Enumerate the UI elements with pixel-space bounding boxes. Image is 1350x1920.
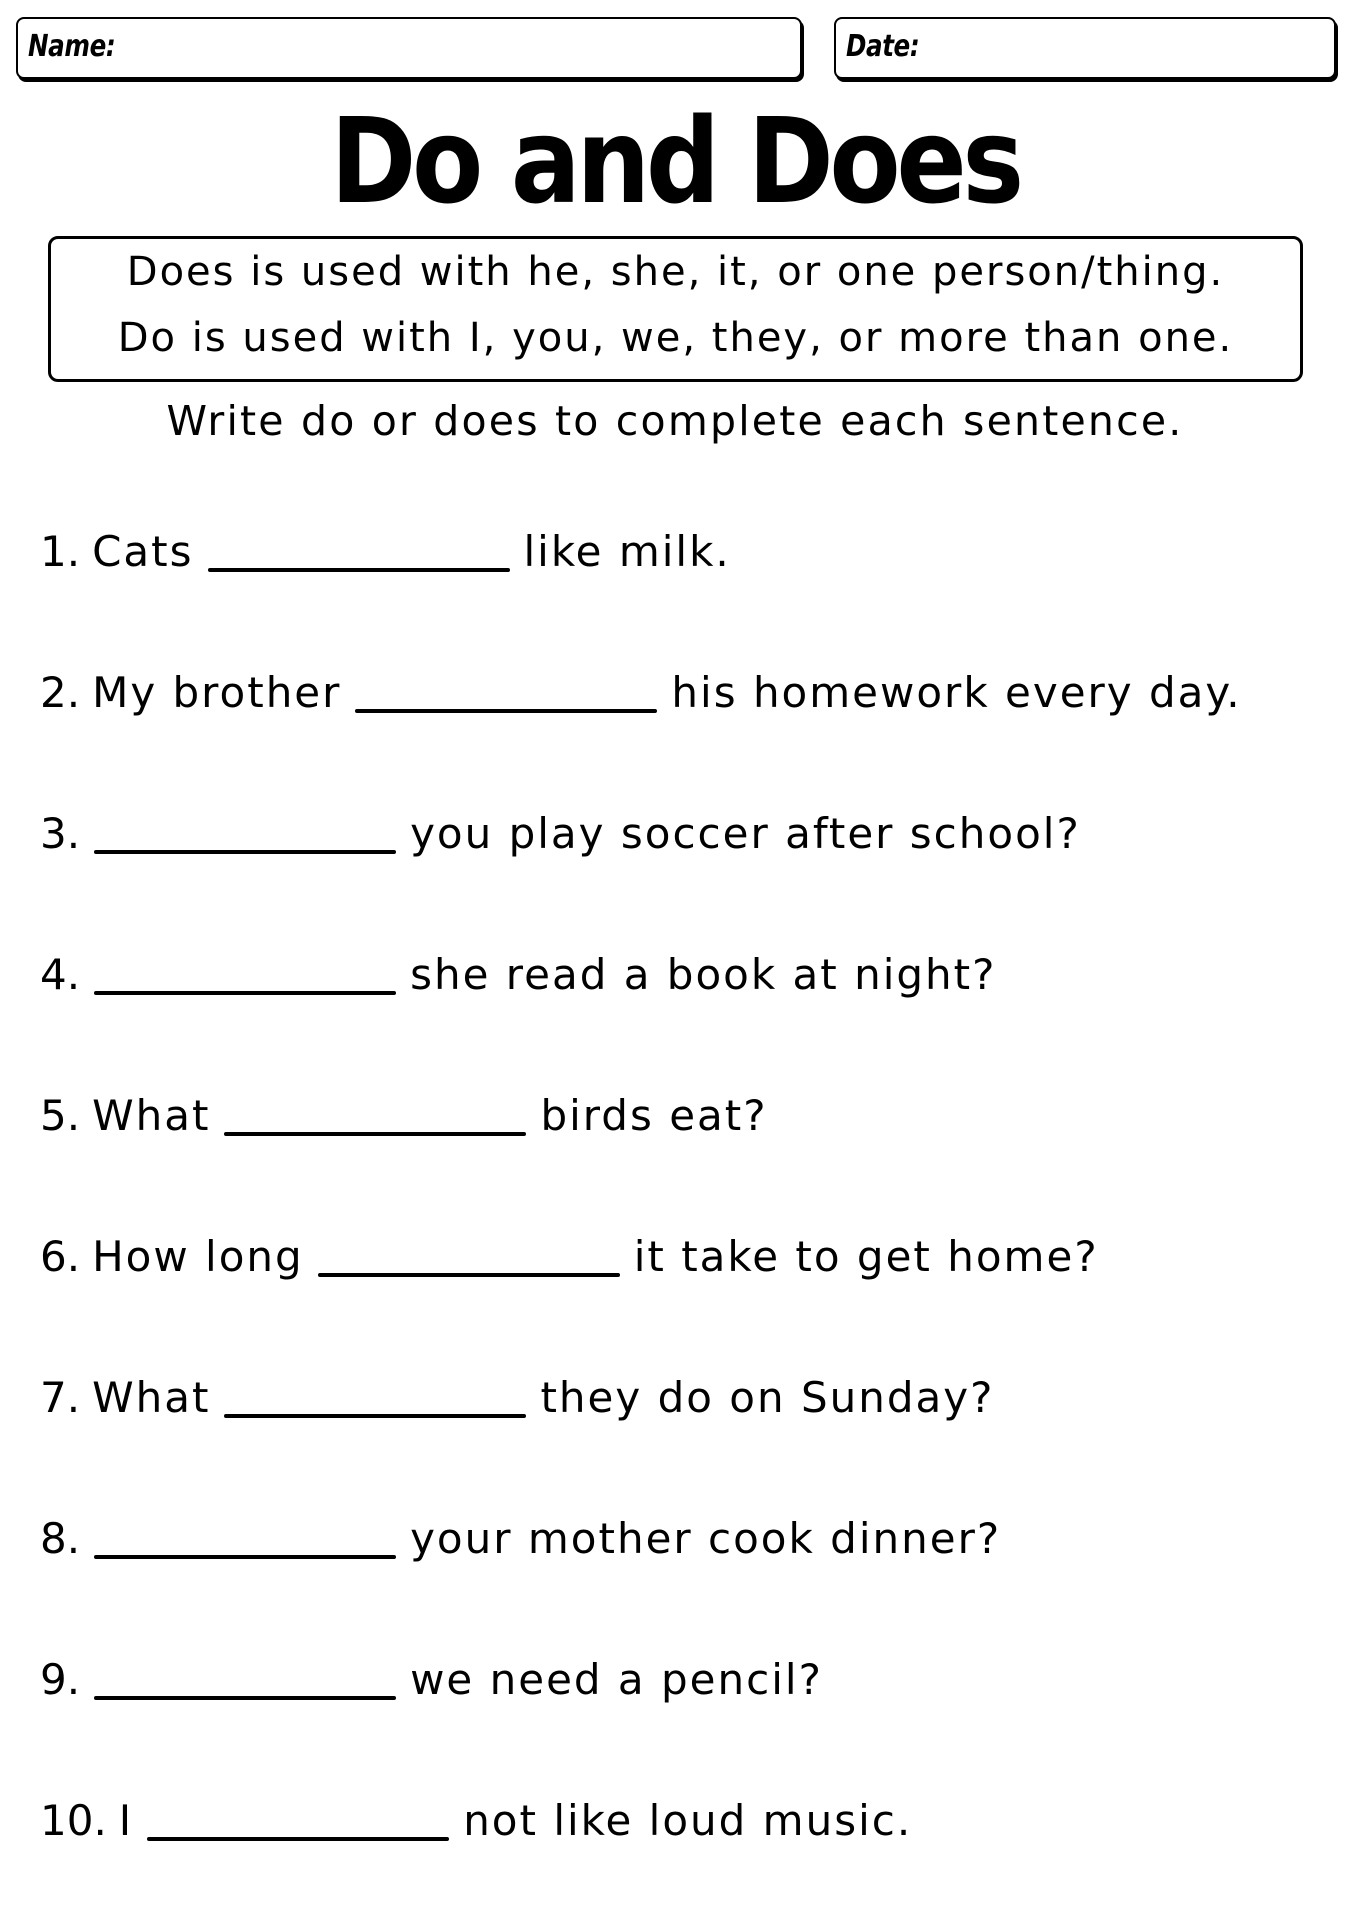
question-9 xyxy=(40,1650,823,1710)
question-number: 7. xyxy=(40,1373,81,1422)
question-text-after: birds eat? xyxy=(540,1091,768,1140)
question-text-after: your mother cook dinner? xyxy=(410,1514,1002,1563)
question-1 xyxy=(40,522,731,582)
question-number: 8. xyxy=(40,1514,81,1563)
question-3 xyxy=(40,804,1081,864)
answer-blank[interactable] xyxy=(94,850,396,854)
question-text-before: Cats xyxy=(92,527,194,576)
date-field[interactable] xyxy=(834,17,1336,79)
question-text-after: it take to get home? xyxy=(633,1232,1099,1281)
question-4 xyxy=(40,945,996,1005)
question-text-before: My brother xyxy=(92,668,342,717)
answer-blank[interactable] xyxy=(94,991,396,995)
name-field[interactable] xyxy=(16,17,802,79)
question-text-after: like milk. xyxy=(523,527,731,576)
name-label: Name: xyxy=(28,29,116,64)
instructions: Write do or does to complete each sentence. xyxy=(166,397,1184,445)
question-number: 3. xyxy=(40,809,81,858)
answer-blank[interactable] xyxy=(94,1555,396,1559)
worksheet-title: Do and Does xyxy=(330,92,1020,230)
question-number: 2. xyxy=(40,668,81,717)
question-text-after: you play soccer after school? xyxy=(410,809,1081,858)
question-8 xyxy=(40,1509,1001,1569)
answer-blank[interactable] xyxy=(147,1837,449,1841)
answer-blank[interactable] xyxy=(224,1414,526,1418)
question-text-before: What xyxy=(92,1091,211,1140)
answer-blank[interactable] xyxy=(355,709,657,713)
question-number: 5. xyxy=(40,1091,81,1140)
question-10 xyxy=(40,1791,912,1851)
question-6 xyxy=(40,1227,1099,1287)
question-7 xyxy=(40,1368,994,1428)
rule-does: Does is used with he, she, it, or one person/thing. xyxy=(126,249,1225,295)
question-number: 9. xyxy=(40,1655,81,1704)
answer-blank[interactable] xyxy=(94,1696,396,1700)
question-5 xyxy=(40,1086,768,1146)
question-number: 10. xyxy=(40,1796,107,1845)
rule-do: Do is used with I, you, we, they, or more than one. xyxy=(117,315,1234,361)
question-text-before: What xyxy=(92,1373,211,1422)
date-label: Date: xyxy=(846,29,920,64)
answer-blank[interactable] xyxy=(318,1273,620,1277)
question-text-after: she read a book at night? xyxy=(410,950,997,999)
question-text-before: How long xyxy=(92,1232,304,1281)
question-text-after: they do on Sunday? xyxy=(540,1373,995,1422)
answer-blank[interactable] xyxy=(208,568,510,572)
question-text-before: I xyxy=(118,1796,134,1845)
question-text-after: we need a pencil? xyxy=(410,1655,823,1704)
question-number: 4. xyxy=(40,950,81,999)
grammar-rule-box xyxy=(48,236,1303,382)
question-number: 1. xyxy=(40,527,81,576)
question-text-after: not like loud music. xyxy=(463,1796,913,1845)
answer-blank[interactable] xyxy=(224,1132,526,1136)
question-text-after: his homework every day. xyxy=(671,668,1242,717)
question-2 xyxy=(40,663,1242,723)
question-number: 6. xyxy=(40,1232,81,1281)
